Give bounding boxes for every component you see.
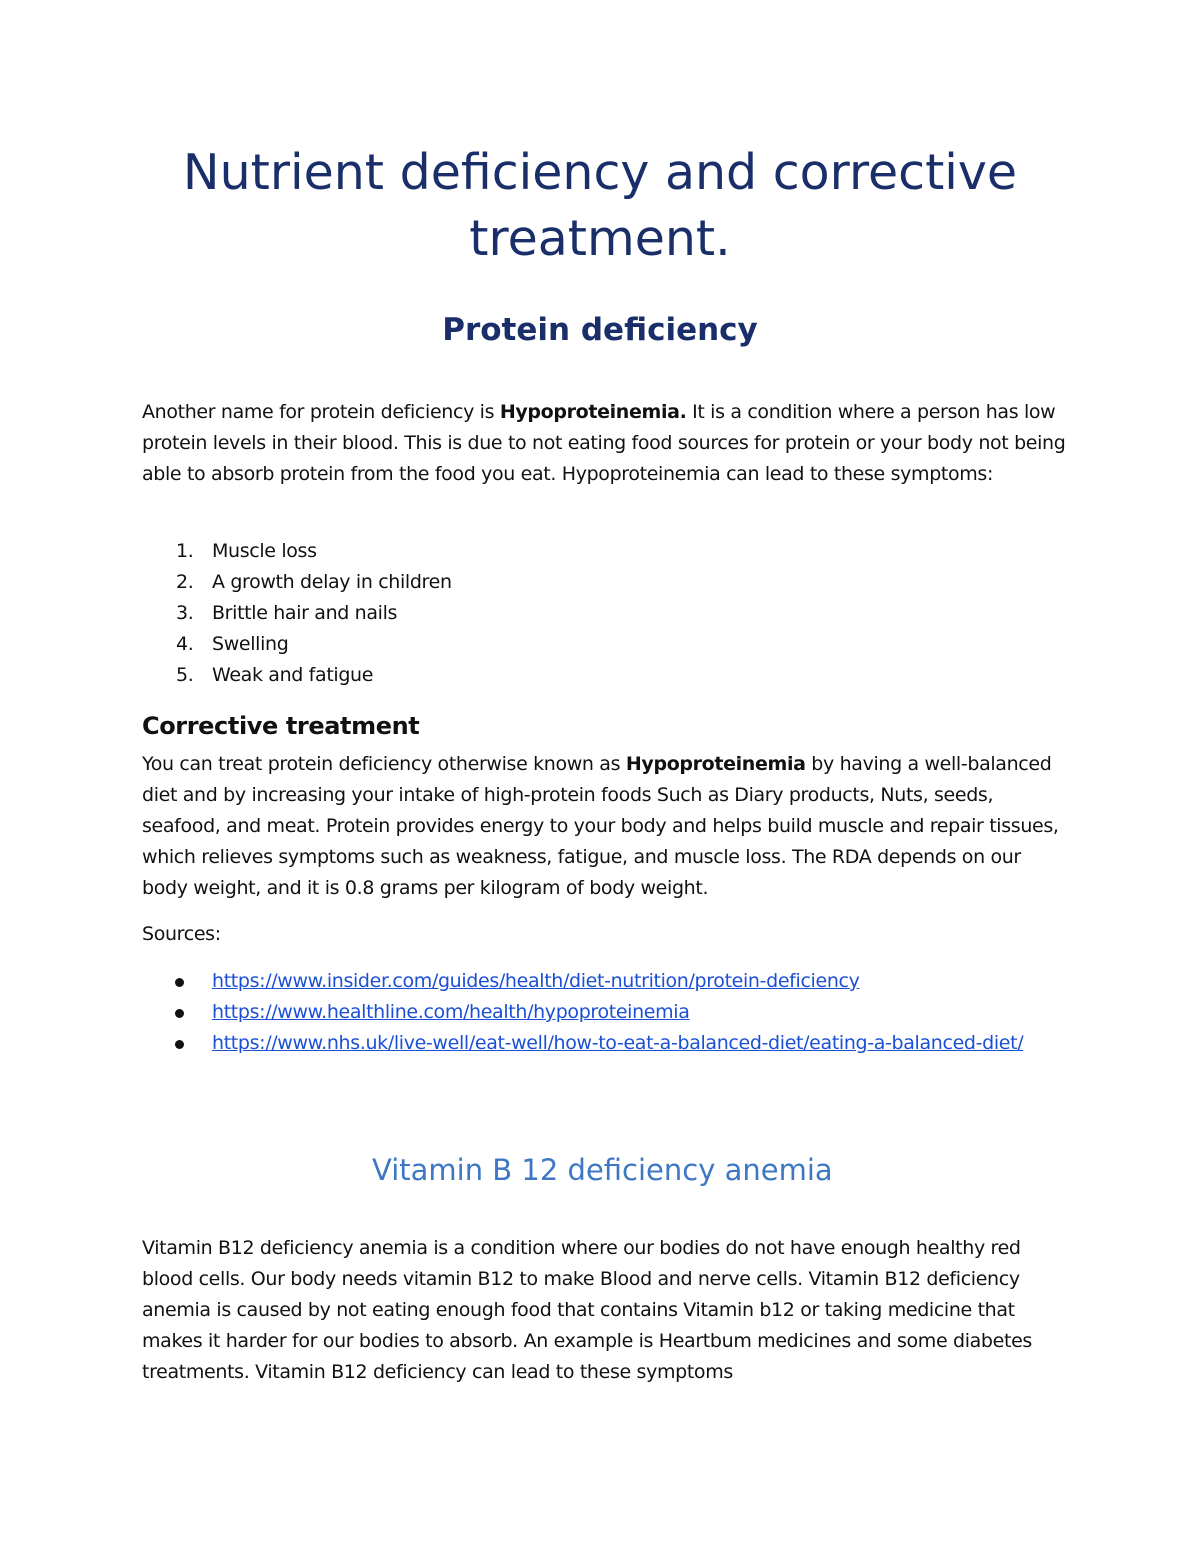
protein-intro-prefix: Another name for protein deficiency is [142, 401, 500, 423]
treatment-rest: by having a well-balanced diet and by increasing your intake of high-protein foods Such as Diary products, Nuts, seeds, seafood, and meat. Protein provides energy to your body and helps build muscle and repair tissues, which relieves symptoms such as weakness, fatigue, and muscle loss. The RDA depends on our body weight, and it is 0.8 grams per kilogram of body weight. [142, 753, 1059, 899]
protein-intro-rest: It is a condition where a person has low protein levels in their blood. This is due to not eating food sources for protein or your body not being able to absorb protein from the food you eat. Hypoproteinemia can lead to these symptoms: [142, 401, 1066, 485]
treatment-paragraph [142, 749, 1072, 904]
list-number: 1. [176, 540, 194, 562]
corrective-treatment-heading: Corrective treatment [142, 712, 420, 740]
list-number: 3. [176, 602, 194, 624]
list-item [142, 567, 452, 598]
sources-label: Sources: [142, 923, 221, 945]
source-link-insider[interactable]: https://www.insider.com/guides/health/diet-nutrition/protein-deficiency [212, 970, 860, 992]
list-item [142, 997, 1072, 1028]
list-number: 4. [176, 633, 194, 655]
list-item [142, 598, 452, 629]
bullet-icon [175, 978, 184, 987]
vitamin-b12-paragraph: Vitamin B12 deficiency anemia is a condition where our bodies do not have enough healthy red blood cells. Our body needs vitamin B12 to make Blood and nerve cells. Vitamin B12 deficiency anemia is caused by not eating enough food that contains Vitamin b12 or taking medicine that makes it harder for our bodies to absorb. An example is Heartbum medicines and some diabetes treatments. Vitamin B12 deficiency can lead to these symptoms [142, 1237, 1032, 1383]
symptoms-list [142, 536, 452, 691]
sources-list [142, 966, 1072, 1059]
bullet-icon [175, 1009, 184, 1018]
source-link-healthline[interactable]: https://www.healthline.com/health/hypoproteinemia [212, 1001, 690, 1023]
list-item [142, 536, 452, 567]
list-number: 5. [176, 664, 194, 686]
document-title: Nutrient deficiency and corrective treatment. [182, 144, 1018, 267]
list-text: Swelling [212, 633, 289, 655]
list-item [142, 1028, 1072, 1059]
list-item [142, 966, 1072, 997]
protein-deficiency-heading: Protein deficiency [442, 312, 758, 348]
protein-intro-term: Hypoproteinemia. [499, 401, 687, 423]
treatment-prefix: You can treat protein deficiency otherwise known as [142, 753, 626, 775]
list-text: Brittle hair and nails [212, 602, 398, 624]
list-item [142, 660, 452, 691]
source-link-nhs[interactable]: https://www.nhs.uk/live-well/eat-well/how-to-eat-a-balanced-diet/eating-a-balanced-diet/ [212, 1032, 1024, 1054]
bullet-icon [175, 1040, 184, 1049]
list-item [142, 629, 452, 660]
protein-intro-paragraph [142, 397, 1072, 490]
treatment-term: Hypoproteinemia [625, 753, 806, 775]
list-text: A growth delay in children [212, 571, 452, 593]
list-text: Weak and fatigue [212, 664, 374, 686]
list-text: Muscle loss [212, 540, 317, 562]
vitamin-b12-heading: Vitamin B 12 deficiency anemia [372, 1153, 833, 1187]
list-number: 2. [176, 571, 194, 593]
